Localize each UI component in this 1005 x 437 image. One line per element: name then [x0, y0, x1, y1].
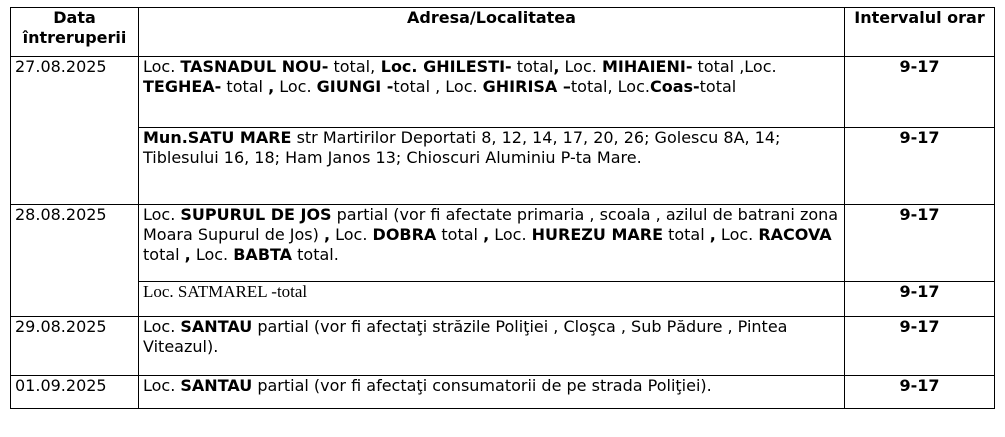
date-cell: 29.08.2025: [11, 317, 139, 376]
address-bold-segment: ,: [268, 77, 275, 96]
address-bold-segment: TASNADUL NOU-: [180, 57, 329, 76]
table-body: [11, 57, 995, 409]
address-bold-segment: ,: [553, 57, 560, 76]
address-text-segment: Loc.: [143, 57, 181, 76]
address-bold-segment: SANTAU: [180, 317, 253, 336]
address-text-segment: Loc. SATMAREL -total: [143, 282, 308, 301]
address-text-segment: total , Loc.: [393, 77, 483, 96]
time-cell: 9-17: [845, 317, 995, 376]
address-bold-segment: HUREZU MARE: [531, 225, 663, 244]
address-bold-segment: SANTAU: [180, 376, 253, 395]
address-text-segment: Loc.: [190, 245, 234, 264]
address-bold-segment: TEGHEA-: [143, 77, 222, 96]
date-cell: 28.08.2025: [11, 205, 139, 317]
time-cell: 9-17: [845, 128, 995, 205]
address-text-segment: partial (vor fi afectate primaria , scoala , azilul de batrani zona Moara Supurul de Jos): [143, 205, 839, 244]
address-cell: [139, 205, 845, 282]
address-cell: [139, 282, 845, 317]
address-text-segment: Loc.: [274, 77, 317, 96]
address-text-segment: total,: [328, 57, 376, 76]
date-cell: 27.08.2025: [11, 57, 139, 205]
header-date: Data întreruperii: [11, 8, 139, 57]
address-text-segment: Loc.: [143, 376, 181, 395]
outage-schedule-table: [10, 7, 995, 409]
time-cell: 9-17: [845, 282, 995, 317]
time-cell: 9-17: [845, 57, 995, 128]
date-cell: 01.09.2025: [11, 376, 139, 409]
address-text-segment: total: [143, 245, 185, 264]
address-bold-segment: GIUNGI -: [316, 77, 394, 96]
address-cell: [139, 57, 845, 128]
address-bold-segment: Coas-: [649, 77, 700, 96]
table-row: [11, 282, 995, 317]
address-bold-segment: GHIRISA –: [482, 77, 571, 96]
address-text-segment: total: [699, 77, 737, 96]
address-bold-segment: ,: [709, 225, 716, 244]
time-cell: 9-17: [845, 376, 995, 409]
address-text-segment: partial (vor fi afectaţi străzile Poliţiei , Cloşca , Sub Pădure , Pintea Viteazul).: [143, 317, 788, 356]
address-cell: [139, 376, 845, 409]
address-text-segment: Loc.: [559, 57, 602, 76]
address-text-segment: Loc.: [143, 205, 181, 224]
address-bold-segment: DOBRA: [372, 225, 437, 244]
header-address: Adresa/Localitatea: [139, 8, 845, 57]
address-text-segment: total: [663, 225, 710, 244]
address-text-segment: Loc.: [715, 225, 759, 244]
header-interval: Intervalul orar: [845, 8, 995, 57]
table-row: [11, 317, 995, 376]
address-text-segment: Loc.: [489, 225, 532, 244]
table-row: [11, 376, 995, 409]
table-header: [11, 8, 995, 57]
address-bold-segment: ,: [323, 225, 331, 244]
address-text-segment: Loc.: [330, 225, 373, 244]
address-bold-segment: Mun.SATU MARE: [143, 128, 292, 147]
address-text-segment: str Martirilor Deportati 8, 12, 14, 17, 20, 26; Golescu 8A, 14; Tiblesului 16, 18; Ham Janos 13; Chioscuri Aluminiu P-ta Mare.: [143, 128, 781, 167]
address-text-segment: total: [221, 77, 269, 96]
table-row: [11, 128, 995, 205]
address-text-segment: Loc.: [143, 317, 181, 336]
address-text-segment: total.: [292, 245, 339, 264]
address-text-segment: partial (vor fi afectaţi consumatorii de pe strada Poliţiei).: [252, 376, 712, 395]
address-text-segment: total ,Loc.: [692, 57, 777, 76]
address-bold-segment: BABTA: [233, 245, 293, 264]
address-cell: [139, 317, 845, 376]
address-text-segment: total: [511, 57, 554, 76]
address-bold-segment: RACOVA: [758, 225, 832, 244]
address-cell: [139, 128, 845, 205]
address-bold-segment: Loc. GHILESTI-: [375, 57, 512, 76]
address-text-segment: total: [436, 225, 484, 244]
table-row: [11, 57, 995, 128]
time-cell: 9-17: [845, 205, 995, 282]
address-bold-segment: MIHAIENI-: [601, 57, 693, 76]
table-row: [11, 205, 995, 282]
address-bold-segment: ,: [184, 245, 191, 264]
address-bold-segment: ,: [483, 225, 490, 244]
address-text-segment: total, Loc.: [570, 77, 650, 96]
address-bold-segment: SUPURUL DE JOS: [180, 205, 332, 224]
